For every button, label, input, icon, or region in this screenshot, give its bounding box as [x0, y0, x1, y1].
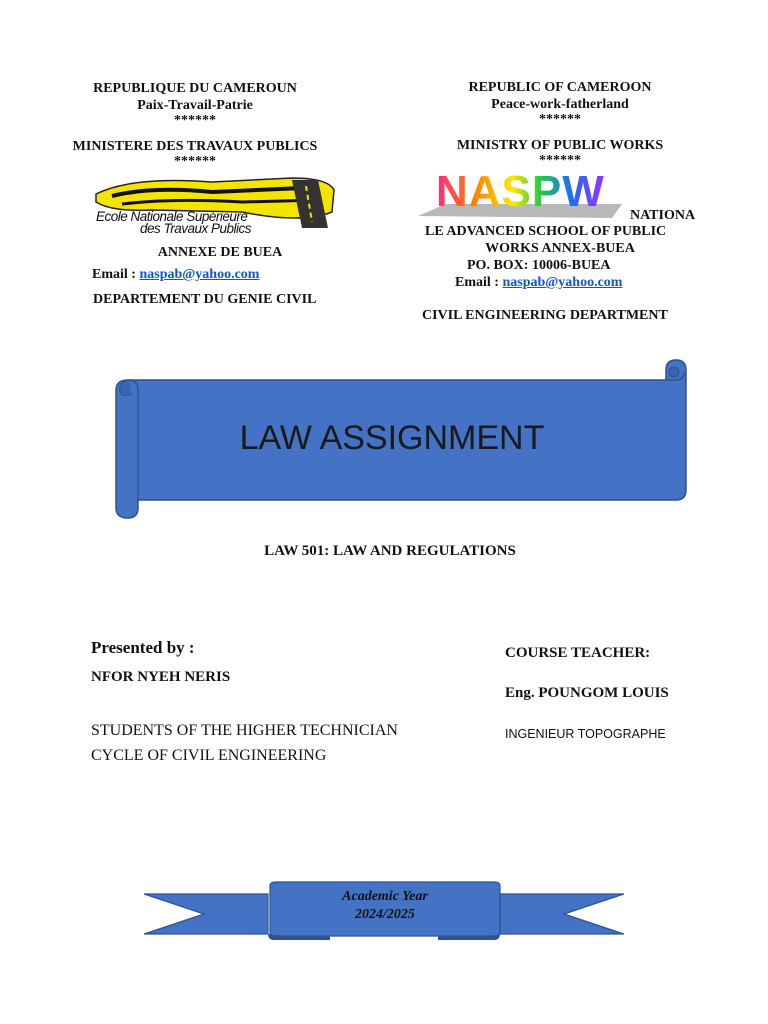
right-email-line — [455, 275, 622, 291]
course-title: LAW 501: LAW AND REGULATIONS — [264, 543, 516, 559]
left-department: DEPARTEMENT DU GENIE CIVIL — [93, 292, 317, 307]
left-motto: Paix-Travail-Patrie — [137, 98, 253, 113]
right-school-1: NATIONA — [630, 208, 696, 223]
enstp-logo — [92, 172, 338, 238]
academic-year-label: Academic Year — [342, 889, 428, 904]
left-stars-2: ****** — [174, 154, 216, 169]
right-email-link[interactable]: naspab@yahoo.com — [502, 275, 623, 290]
right-pobox: PO. BOX: 10006-BUEA — [467, 258, 611, 273]
teacher-label: COURSE TEACHER: — [505, 645, 651, 661]
academic-year-value: 2024/2025 — [355, 907, 415, 922]
left-email-link[interactable]: naspab@yahoo.com — [139, 267, 260, 282]
enstp-logo-text-1: Ecole Nationale Supérieure — [96, 209, 248, 224]
right-stars-2: ****** — [539, 153, 581, 168]
teacher-title: INGENIEUR TOPOGRAPHE — [505, 727, 666, 741]
presenter-name: NFOR NYEH NERIS — [91, 669, 231, 685]
left-annex: ANNEXE DE BUEA — [157, 245, 283, 260]
left-email-label: Email : — [92, 267, 140, 282]
right-department: CIVIL ENGINEERING DEPARTMENT — [422, 308, 668, 323]
right-motto: Peace-work-fatherland — [491, 97, 629, 112]
right-ministry: MINISTRY OF PUBLIC WORKS — [456, 138, 664, 153]
teacher-name: Eng. POUNGOM LOUIS — [505, 685, 669, 701]
banner-title: LAW ASSIGNMENT — [239, 419, 545, 457]
left-ministry: MINISTERE DES TRAVAUX PUBLICS — [72, 139, 318, 154]
left-stars-1: ****** — [174, 113, 216, 128]
right-school-3: WORKS ANNEX-BUEA — [485, 241, 635, 256]
enstp-logo-text-2: des Travaux Publics — [140, 221, 252, 236]
left-email-line — [92, 267, 259, 283]
right-email-label: Email : — [455, 275, 503, 290]
right-stars-1: ****** — [539, 112, 581, 127]
right-school-2: LE ADVANCED SCHOOL OF PUBLIC — [425, 224, 667, 239]
presenter-desc-2: CYCLE OF CIVIL ENGINEERING — [91, 747, 327, 764]
title-banner — [112, 358, 688, 524]
naspw-logo-text: NASPW — [436, 167, 605, 216]
presented-by-label: Presented by : — [91, 638, 195, 657]
academic-year-ribbon — [144, 880, 624, 946]
naspw-logo — [416, 167, 630, 222]
right-country: REPUBLIC OF CAMEROON — [468, 80, 652, 95]
presenter-desc-1: STUDENTS OF THE HIGHER TECHNICIAN — [91, 722, 398, 739]
left-country: REPUBLIQUE DU CAMEROUN — [93, 81, 297, 96]
